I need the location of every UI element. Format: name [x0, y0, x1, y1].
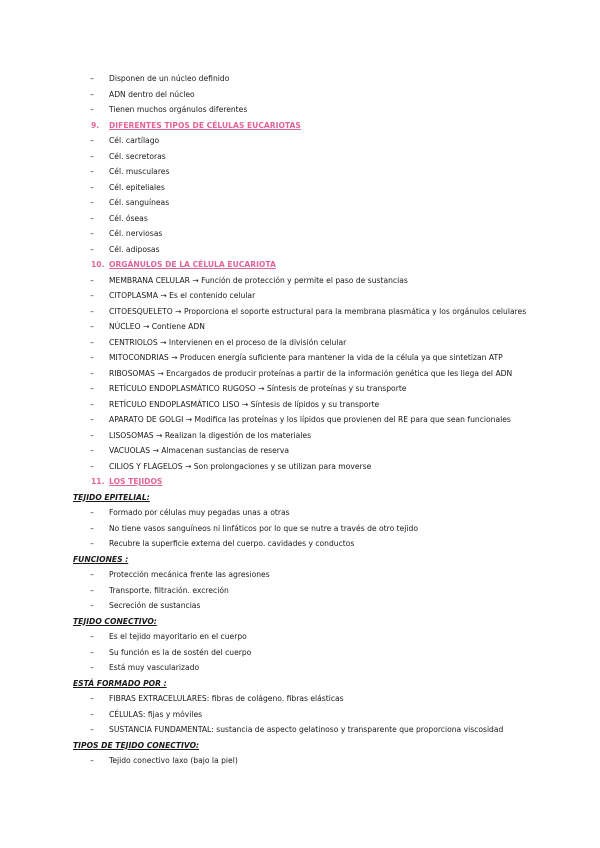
bullet-dash: –: [90, 663, 94, 672]
section-heading-11: [0, 474, 600, 490]
list-item: [0, 350, 600, 366]
list-item-text: MITOCONDRIAS → Producen energía suficiente para mantener la vida de la célula ya que sintetizan ATP: [109, 353, 503, 362]
notes-content: [0, 71, 600, 769]
section-number: 9.: [91, 120, 100, 130]
list-item-text: RIBOSOMAS → Encargados de producir proteínas a partir de la información genética que les llega del ADN: [109, 368, 513, 378]
section-title: LOS TEJIDOS: [109, 477, 163, 486]
bullet-dash: –: [90, 430, 94, 440]
list-item-text: CITOESQUELETO → Proporciona el soporte estructural para la membrana plasmática y los orgánulos celulares: [109, 306, 527, 316]
list-item: [0, 598, 600, 614]
list-item: [0, 102, 600, 118]
list-item: [0, 366, 600, 382]
list-item-text: LISOSOMAS → Realizan la digestión de los materiales: [109, 430, 312, 440]
list-item-text: Tienen muchos orgánulos diferentes: [109, 105, 248, 114]
bullet-dash: –: [90, 585, 94, 595]
list-item: [0, 180, 600, 196]
list-item: [0, 583, 600, 599]
list-item-text: Cél. epiteliales: [109, 182, 165, 192]
bullet-dash: –: [90, 167, 94, 176]
list-item: [0, 304, 600, 320]
bullet-dash: –: [90, 136, 94, 145]
list-item-text: Transporte. filtración. excreción: [109, 585, 229, 595]
bullet-dash: –: [90, 508, 94, 517]
list-item-text: Tejido conectivo laxo (bajo la piel): [109, 756, 238, 765]
subheading-text: ESTÁ FORMADO POR :: [73, 678, 167, 688]
bullet-dash: –: [90, 229, 94, 238]
list-item-text: Cél. sanguíneas: [109, 198, 170, 207]
list-item: [0, 428, 600, 444]
bullet-dash: –: [90, 756, 94, 765]
list-item-text: CENTRIOLOS → Intervienen en el proceso de la división celular: [109, 337, 347, 347]
list-item: [0, 149, 600, 165]
list-item: [0, 645, 600, 661]
list-item-text: CITOPLASMA → Es el contenido celular: [109, 291, 256, 300]
bullet-dash: –: [90, 399, 94, 409]
bullet-dash: –: [90, 647, 94, 657]
list-item-text: Cél. óseas: [109, 213, 148, 223]
list-item: [0, 226, 600, 242]
list-item-text: Disponen de un núcleo definido: [109, 74, 230, 83]
bullet-dash: –: [90, 74, 94, 83]
list-item-text: Protección mecánica frente las agresiones: [109, 570, 270, 579]
bullet-dash: –: [90, 694, 94, 703]
bullet-dash: –: [90, 105, 94, 114]
bullet-dash: –: [90, 632, 94, 641]
section-title: ORGÁNULOS DE LA CÉLULA EUCARIOTA: [109, 260, 276, 269]
bullet-dash: –: [90, 213, 94, 223]
list-item-text: VACUOLAS → Almacenan sustancias de reserva: [109, 446, 290, 455]
list-item-text: NÚCLEO → Contiene ADN: [109, 322, 205, 331]
subheading-funciones: [0, 552, 600, 568]
section-heading-9: [0, 118, 600, 134]
subheading-text: TEJIDO EPITELIAL:: [73, 492, 150, 502]
bullet-dash: –: [90, 368, 94, 378]
bullet-dash: –: [90, 570, 94, 579]
list-item-text: CILIOS Y FLAGELOS → Son prolongaciones y se utilizan para moverse: [109, 461, 372, 471]
list-item: [0, 242, 600, 258]
bullet-dash: –: [90, 353, 94, 362]
list-item-text: FIBRAS EXTRACELULARES: fibras de colágeno. fibras elásticas: [109, 694, 344, 703]
list-item: [0, 133, 600, 149]
bullet-dash: –: [90, 337, 94, 347]
bullet-dash: –: [90, 291, 94, 300]
bullet-dash: –: [90, 244, 94, 254]
list-item-text: CÉLULAS: fijas y móviles: [109, 709, 203, 719]
list-item: [0, 707, 600, 723]
list-item: [0, 397, 600, 413]
list-item: [0, 660, 600, 676]
bullet-dash: –: [90, 461, 94, 471]
list-item: [0, 443, 600, 459]
list-item-text: RETÍCULO ENDOPLASMÁTICO RUGOSO → Síntesis de proteínas y su transporte: [109, 384, 407, 393]
bullet-dash: –: [90, 198, 94, 207]
bullet-dash: –: [90, 322, 94, 331]
section-number: 11.: [91, 477, 105, 486]
list-item-text: Recubre la superficie externa del cuerpo. cavidades y conductos: [109, 539, 355, 548]
subheading-esta-formado-por: [0, 676, 600, 692]
list-item-text: Cél. adiposas: [109, 244, 160, 254]
list-item: [0, 691, 600, 707]
subheading-text: TEJIDO CONECTIVO:: [73, 616, 157, 626]
list-item-text: MEMBRANA CELULAR → Función de protección y permite el paso de sustancias: [109, 275, 408, 285]
list-item-text: Es el tejido mayoritario en el cuerpo: [109, 632, 247, 641]
list-item: [0, 211, 600, 227]
list-item-text: Está muy vascularizado: [109, 663, 200, 672]
list-item: [0, 459, 600, 475]
bullet-dash: –: [90, 709, 94, 719]
list-item: [0, 536, 600, 552]
bullet-dash: –: [90, 523, 94, 533]
bullet-dash: –: [90, 539, 94, 548]
section-number: 10.: [91, 260, 105, 269]
list-item-text: Su función es la de sostén del cuerpo: [109, 647, 252, 657]
list-item-text: ADN dentro del núcleo: [109, 89, 195, 99]
list-item-text: Cél. nerviosas: [109, 229, 163, 238]
bullet-dash: –: [90, 275, 94, 285]
section-title: DIFERENTES TIPOS DE CÉLULAS EUCARIOTAS: [109, 120, 301, 130]
bullet-dash: –: [90, 725, 94, 734]
list-item-text: SUSTANCIA FUNDAMENTAL: sustancia de aspecto gelatinoso y transparente que proporciona viscosidad: [109, 725, 504, 734]
bullet-dash: –: [90, 89, 94, 99]
bullet-dash: –: [90, 182, 94, 192]
list-item: [0, 505, 600, 521]
subheading-tipos-tejido-conectivo: [0, 738, 600, 754]
bullet-dash: –: [90, 415, 94, 424]
list-item: [0, 164, 600, 180]
list-item: [0, 288, 600, 304]
list-item: [0, 319, 600, 335]
list-item: [0, 381, 600, 397]
bullet-dash: –: [90, 151, 94, 161]
list-item: [0, 412, 600, 428]
bullet-dash: –: [90, 446, 94, 455]
list-item: [0, 567, 600, 583]
bullet-dash: –: [90, 601, 94, 610]
list-item-text: Cél. secretoras: [109, 151, 166, 161]
list-item: [0, 722, 600, 738]
list-item-text: Cél. musculares: [109, 167, 170, 176]
list-item: [0, 195, 600, 211]
bullet-dash: –: [90, 306, 94, 316]
list-item-text: No tiene vasos sanguíneos ni linfáticos por lo que se nutre a través de otro tejido: [109, 523, 418, 533]
list-item: [0, 335, 600, 351]
list-item-text: Cél. cartílago: [109, 136, 160, 145]
list-item: [0, 753, 600, 769]
list-item-text: Secreción de sustancias: [109, 601, 201, 610]
list-item: [0, 87, 600, 103]
subheading-text: TIPOS DE TEJIDO CONECTIVO:: [73, 740, 200, 750]
list-item-text: Formado por células muy pegadas unas a otras: [109, 508, 290, 517]
subheading-tejido-epitelial: [0, 490, 600, 506]
section-heading-10: [0, 257, 600, 273]
list-item: [0, 273, 600, 289]
list-item: [0, 71, 600, 87]
list-item: [0, 629, 600, 645]
bullet-dash: –: [90, 384, 94, 393]
list-item-text: APARATO DE GOLGI → Modifica las proteínas y los lípidos que provienen del RE para que sean funcionales: [109, 415, 511, 424]
subheading-text: FUNCIONES :: [73, 554, 129, 564]
list-item: [0, 521, 600, 537]
list-item-text: RETÍCULO ENDOPLASMÁTICO LISO → Síntesis de lípidos y su transporte: [109, 399, 380, 409]
subheading-tejido-conectivo: [0, 614, 600, 630]
